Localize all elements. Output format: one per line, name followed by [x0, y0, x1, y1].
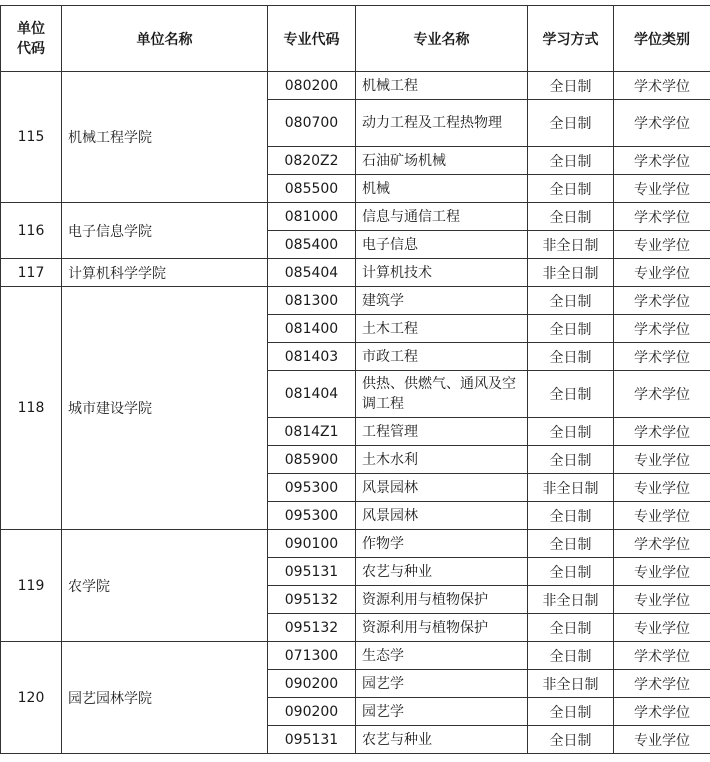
- degree-type-cell: 专业学位: [614, 586, 710, 614]
- study-mode-cell: 非全日制: [528, 231, 614, 259]
- study-mode-cell: 全日制: [528, 558, 614, 586]
- major-name-cell: 土木工程: [356, 315, 528, 343]
- degree-type-cell: 学术学位: [614, 418, 710, 446]
- major-code-cell: 085900: [268, 446, 356, 474]
- unit-code-cell: 117: [1, 259, 62, 287]
- major-code-cell: 090200: [268, 670, 356, 698]
- degree-type-cell: 学术学位: [614, 72, 710, 100]
- degree-type-cell: 学术学位: [614, 371, 710, 418]
- major-name-cell: 建筑学: [356, 287, 528, 315]
- major-name-cell: 信息与通信工程: [356, 203, 528, 231]
- major-code-cell: 095131: [268, 726, 356, 754]
- degree-type-cell: 专业学位: [614, 231, 710, 259]
- study-mode-cell: 全日制: [528, 418, 614, 446]
- major-code-cell: 090100: [268, 530, 356, 558]
- program-table: [0, 5, 710, 754]
- degree-type-cell: 学术学位: [614, 670, 710, 698]
- study-mode-cell: 全日制: [528, 371, 614, 418]
- major-name-cell: 农艺与种业: [356, 558, 528, 586]
- major-code-cell: 095131: [268, 558, 356, 586]
- degree-type-cell: 学术学位: [614, 698, 710, 726]
- degree-type-cell: 专业学位: [614, 446, 710, 474]
- study-mode-cell: 全日制: [528, 343, 614, 371]
- degree-type-cell: 专业学位: [614, 175, 710, 203]
- degree-type-cell: 学术学位: [614, 287, 710, 315]
- major-code-cell: 095300: [268, 502, 356, 530]
- unit-name-cell: 机械工程学院: [62, 72, 268, 203]
- major-name-cell: 作物学: [356, 530, 528, 558]
- major-code-cell: 085500: [268, 175, 356, 203]
- major-code-cell: 081404: [268, 371, 356, 418]
- major-name-cell: 园艺学: [356, 698, 528, 726]
- study-mode-cell: 全日制: [528, 287, 614, 315]
- degree-type-cell: 专业学位: [614, 259, 710, 287]
- header-unit-code: 单位 代码: [1, 6, 62, 72]
- study-mode-cell: 全日制: [528, 614, 614, 642]
- major-name-cell: 市政工程: [356, 343, 528, 371]
- major-code-cell: 081403: [268, 343, 356, 371]
- major-name-cell: 风景园林: [356, 502, 528, 530]
- header-row: [1, 6, 710, 72]
- table-row: [1, 530, 710, 558]
- unit-name-cell: 电子信息学院: [62, 203, 268, 259]
- unit-name-cell: 园艺园林学院: [62, 642, 268, 754]
- degree-type-cell: 学术学位: [614, 315, 710, 343]
- table-row: [1, 259, 710, 287]
- study-mode-cell: 非全日制: [528, 259, 614, 287]
- study-mode-cell: 全日制: [528, 726, 614, 754]
- study-mode-cell: 全日制: [528, 642, 614, 670]
- study-mode-cell: 全日制: [528, 502, 614, 530]
- major-name-cell: 机械工程: [356, 72, 528, 100]
- major-name-cell: 工程管理: [356, 418, 528, 446]
- major-code-cell: 090200: [268, 698, 356, 726]
- major-name-cell: 机械: [356, 175, 528, 203]
- major-name-cell: 资源利用与植物保护: [356, 586, 528, 614]
- major-name-cell: 农艺与种业: [356, 726, 528, 754]
- degree-type-cell: 学术学位: [614, 642, 710, 670]
- major-name-cell: 土木水利: [356, 446, 528, 474]
- degree-type-cell: 专业学位: [614, 502, 710, 530]
- major-code-cell: 095132: [268, 614, 356, 642]
- unit-name-cell: 计算机科学学院: [62, 259, 268, 287]
- degree-type-cell: 学术学位: [614, 343, 710, 371]
- major-code-cell: 0814Z1: [268, 418, 356, 446]
- major-code-cell: 095132: [268, 586, 356, 614]
- major-code-cell: 085404: [268, 259, 356, 287]
- major-name-cell: 计算机技术: [356, 259, 528, 287]
- major-name-cell: 供热、供燃气、通风及空调工程: [356, 371, 528, 418]
- degree-type-cell: 学术学位: [614, 100, 710, 147]
- degree-type-cell: 专业学位: [614, 558, 710, 586]
- major-code-cell: 080200: [268, 72, 356, 100]
- study-mode-cell: 全日制: [528, 698, 614, 726]
- major-code-cell: 095300: [268, 474, 356, 502]
- degree-type-cell: 专业学位: [614, 614, 710, 642]
- degree-type-cell: 专业学位: [614, 726, 710, 754]
- unit-code-cell: 115: [1, 72, 62, 203]
- table-body: [1, 72, 710, 754]
- study-mode-cell: 非全日制: [528, 586, 614, 614]
- major-code-cell: 071300: [268, 642, 356, 670]
- header-major-name: 专业名称: [356, 6, 528, 72]
- degree-type-cell: 学术学位: [614, 203, 710, 231]
- study-mode-cell: 全日制: [528, 72, 614, 100]
- major-name-cell: 风景园林: [356, 474, 528, 502]
- unit-name-cell: 农学院: [62, 530, 268, 642]
- header-study-mode: 学习方式: [528, 6, 614, 72]
- unit-name-cell: 城市建设学院: [62, 287, 268, 530]
- study-mode-cell: 全日制: [528, 147, 614, 175]
- table-row: [1, 287, 710, 315]
- major-code-cell: 081000: [268, 203, 356, 231]
- study-mode-cell: 全日制: [528, 315, 614, 343]
- unit-code-cell: 119: [1, 530, 62, 642]
- degree-type-cell: 学术学位: [614, 530, 710, 558]
- study-mode-cell: 全日制: [528, 100, 614, 147]
- degree-type-cell: 专业学位: [614, 474, 710, 502]
- major-name-cell: 生态学: [356, 642, 528, 670]
- major-name-cell: 园艺学: [356, 670, 528, 698]
- study-mode-cell: 非全日制: [528, 670, 614, 698]
- major-code-cell: 0820Z2: [268, 147, 356, 175]
- major-code-cell: 080700: [268, 100, 356, 147]
- major-name-cell: 石油矿场机械: [356, 147, 528, 175]
- header-degree-type: 学位类别: [614, 6, 710, 72]
- table-row: [1, 642, 710, 670]
- major-name-cell: 电子信息: [356, 231, 528, 259]
- unit-code-cell: 118: [1, 287, 62, 530]
- unit-code-cell: 120: [1, 642, 62, 754]
- table-row: [1, 203, 710, 231]
- header-major-code: 专业代码: [268, 6, 356, 72]
- major-name-cell: 资源利用与植物保护: [356, 614, 528, 642]
- major-code-cell: 085400: [268, 231, 356, 259]
- major-name-cell: 动力工程及工程热物理: [356, 100, 528, 147]
- study-mode-cell: 全日制: [528, 530, 614, 558]
- unit-code-cell: 116: [1, 203, 62, 259]
- study-mode-cell: 全日制: [528, 446, 614, 474]
- header-unit-name: 单位名称: [62, 6, 268, 72]
- degree-type-cell: 学术学位: [614, 147, 710, 175]
- major-code-cell: 081300: [268, 287, 356, 315]
- study-mode-cell: 非全日制: [528, 474, 614, 502]
- major-code-cell: 081400: [268, 315, 356, 343]
- table-row: [1, 72, 710, 100]
- study-mode-cell: 全日制: [528, 203, 614, 231]
- study-mode-cell: 全日制: [528, 175, 614, 203]
